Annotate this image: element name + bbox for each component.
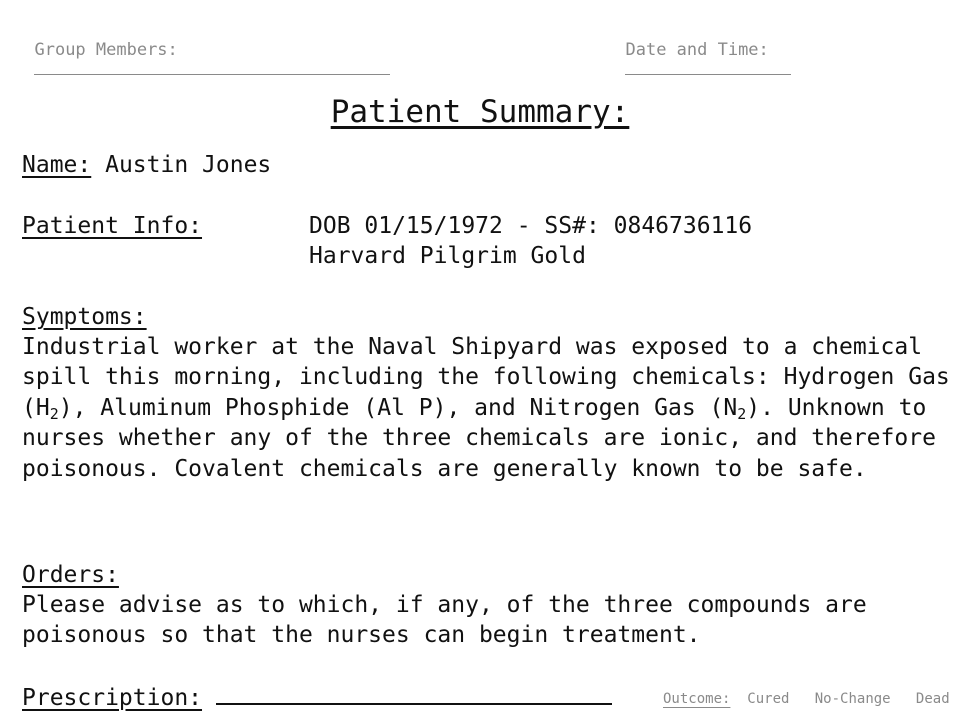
page-title: Patient Summary: <box>330 94 630 130</box>
outcome-option-no-change[interactable]: No-Change <box>814 691 891 707</box>
subscript: 2 <box>49 404 59 423</box>
date-time-field <box>605 20 791 80</box>
patient-info-line1: DOB 01/15/1972 - SS#: 0846736116 <box>309 213 753 239</box>
outcome-option-dead[interactable]: Dead <box>915 691 950 707</box>
name-label: Name: <box>22 152 92 178</box>
subscript: 2 <box>737 404 747 423</box>
outcome-row <box>663 691 950 707</box>
orders-text: Please advise as to which, if any, of the three compounds are poisonous so that the nurses can begin treatment. <box>22 592 867 649</box>
prescription-row <box>22 681 612 713</box>
date-time-blank[interactable] <box>625 60 791 75</box>
patient-info-line2: Harvard Pilgrim Gold <box>309 243 586 269</box>
symptoms-text: Industrial worker at the Naval Shipyard was exposed to a chemical spill this morning, including the following chemicals: Hydrogen Gas $(H_2)$, Aluminum Phosphide (Al P), and Nitrogen Gas $(N_2)$. Unknown to nurses whether any of the three chemicals are ionic, and therefore poisonous. Covalent chemicals are generally known to be safe. <box>22 334 950 482</box>
group-members-blank[interactable] <box>34 60 390 75</box>
name-row <box>22 150 271 180</box>
outcome-option-cured[interactable]: Cured <box>747 691 790 707</box>
symptoms-label: Symptoms: <box>22 304 147 330</box>
group-members-field <box>14 20 390 80</box>
group-members-label: Group Members: <box>34 40 178 60</box>
orders-label: Orders: <box>22 562 119 588</box>
name-value: Austin Jones <box>105 152 272 178</box>
prescription-blank[interactable] <box>216 681 612 705</box>
patient-info-label: Patient Info: <box>22 213 203 239</box>
date-time-label: Date and Time: <box>625 40 769 60</box>
prescription-label: Prescription: <box>22 685 203 711</box>
outcome-label: Outcome: <box>663 691 731 707</box>
